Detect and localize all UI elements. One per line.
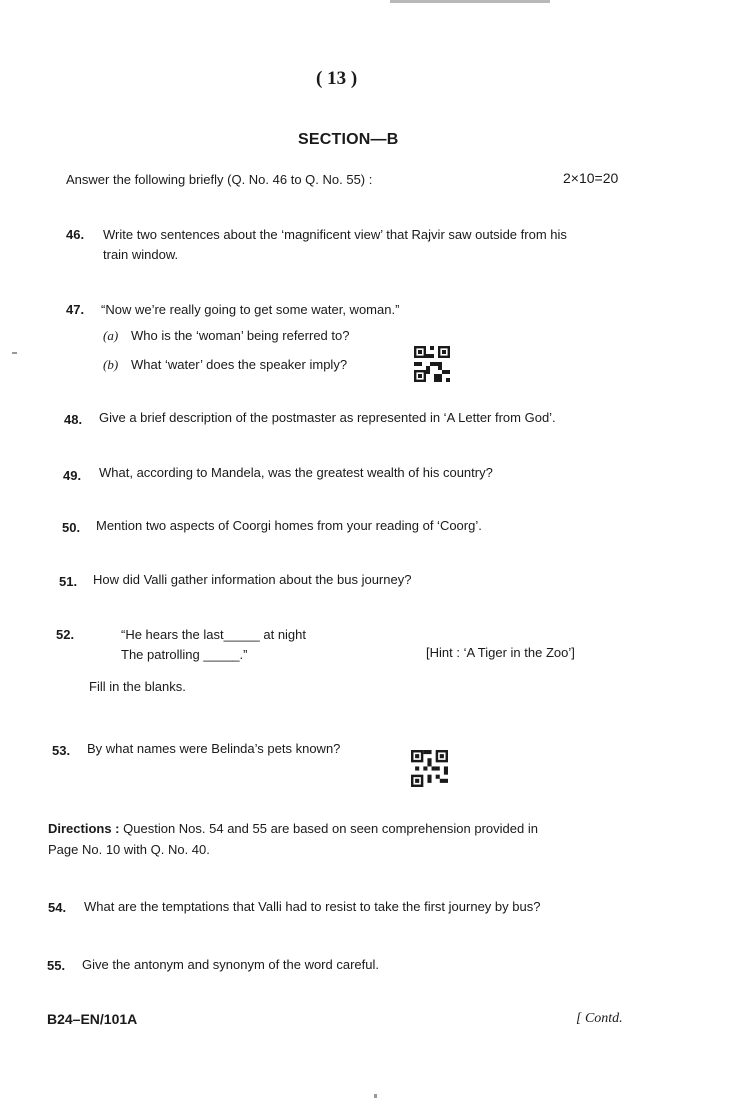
question-number: 54. [48,900,67,915]
scan-speck [12,352,17,354]
question-number: 46. [66,227,85,242]
question-text: Write two sentences about the ‘magnificent view’ that Rajvir saw outside from his [103,227,567,242]
question-text: Give the antonym and synonym of the word careful. [82,957,379,972]
sub-question-text: What ‘water’ does the speaker imply? [131,357,348,372]
continued-marker: [ Contd. [576,1011,623,1026]
directions-label: Directions : [48,821,120,836]
fill-blanks-instruction: Fill in the blanks. [89,679,186,694]
instruction-text: Answer the following briefly (Q. No. 46 to Q. No. 55) : [66,172,373,187]
scan-edge-line [390,0,550,3]
question-number: 49. [63,468,82,483]
question-number: 48. [64,412,83,427]
scan-speck [374,1094,377,1098]
question-text: Give a brief description of the postmaster as represented in ‘A Letter from God’. [99,410,556,425]
qr-code-icon [414,346,450,382]
question-number: 47. [66,302,85,317]
section-title: SECTION—B [298,131,399,148]
instruction-marks: 2×10=20 [563,170,619,186]
question-text: What, according to Mandela, was the greatest wealth of his country? [99,465,493,480]
poem-line-1: “He hears the last_____ at night [121,627,307,642]
question-text: Mention two aspects of Coorgi homes from your reading of ‘Coorg’. [96,518,482,533]
question-quote: “Now we’re really going to get some water, woman.” [101,302,400,317]
hint-text: [Hint : ‘A Tiger in the Zoo’] [426,645,575,660]
sub-label: (b) [103,357,119,372]
question-text: How did Valli gather information about the bus journey? [93,572,412,587]
page-number: ( 13 ) [316,68,358,89]
directions-text: Question Nos. 54 and 55 are based on seen comprehension provided in [123,821,538,836]
poem-line-2: The patrolling _____.” [121,647,248,662]
question-text: What are the temptations that Valli had to resist to take the first journey by bus? [84,899,541,914]
qr-code-icon [411,750,448,787]
directions-block [48,821,538,836]
question-number: 51. [59,574,78,589]
question-text-cont: train window. [103,247,179,262]
question-number: 55. [47,958,66,973]
question-number: 50. [62,520,81,535]
paper-code: B24–EN/101A [47,1011,138,1027]
question-number: 52. [56,627,75,642]
directions-text-cont: Page No. 10 with Q. No. 40. [48,842,210,857]
question-number: 53. [52,743,71,758]
question-text: By what names were Belinda’s pets known? [87,741,341,756]
sub-question-text: Who is the ‘woman’ being referred to? [131,328,350,343]
sub-label: (a) [103,328,119,343]
